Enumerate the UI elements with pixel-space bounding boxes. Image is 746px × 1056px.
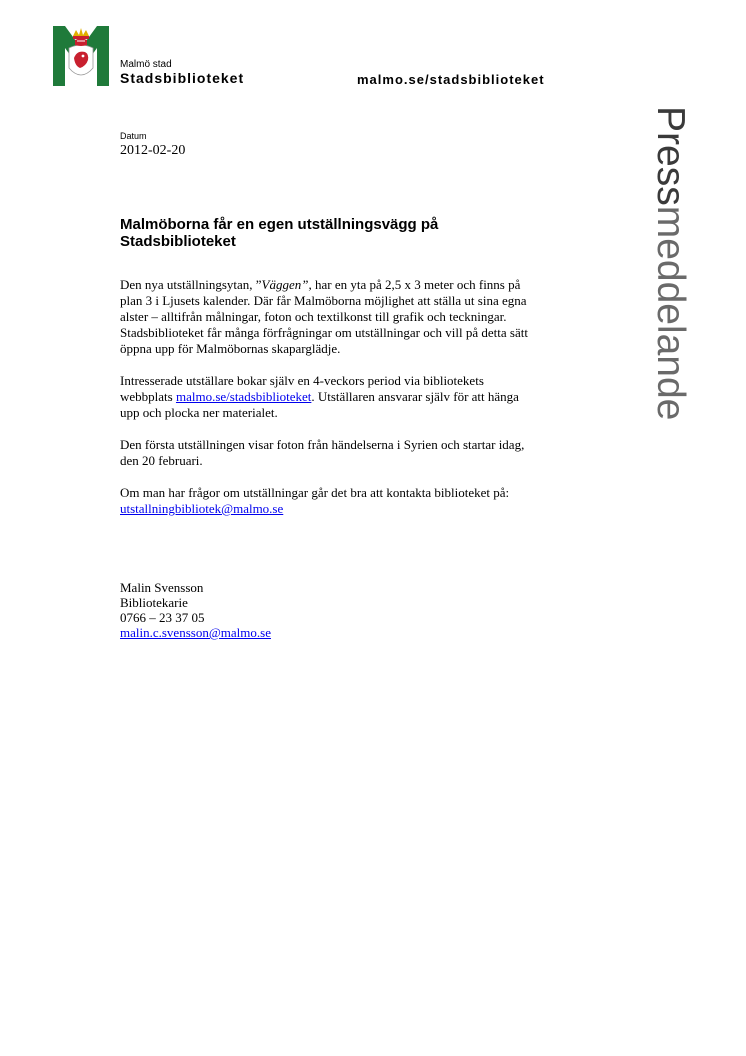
press-release-title: [650, 106, 690, 420]
paragraph-line: alster – alltifrån målningar, foton och textilkonst till grafik och teckningar.: [120, 309, 507, 324]
site-url: malmo.se/stadsbiblioteket: [357, 72, 545, 87]
paragraph-3: [120, 437, 590, 469]
contact-email-link[interactable]: malin.c.svensson@malmo.se: [120, 625, 271, 640]
paragraph-2: [120, 373, 590, 421]
paragraph-line: Om man har frågor om utställningar går det bra att kontakta biblioteket på:: [120, 485, 510, 500]
paragraph-4: [120, 485, 590, 517]
paragraph-line: den 20 februari.: [120, 453, 203, 468]
text-run: Den nya utställningsytan, ”: [120, 277, 262, 292]
text-run: . Utställaren ansvarar själv för att hänga: [311, 389, 519, 404]
headline-line: Stadsbiblioteket: [120, 233, 236, 250]
article-body: [120, 277, 590, 533]
contact-email-row: [120, 625, 271, 640]
text-run: har en yta på 2,5 x 3 meter och finns på: [311, 277, 521, 292]
org-small-name: Malmö stad: [120, 59, 172, 70]
text-run: webbplats: [120, 389, 176, 404]
headline: [120, 216, 540, 250]
press-release-title-part2: meddelande: [649, 205, 692, 421]
date-label: Datum: [120, 131, 147, 141]
contact-name: Malin Svensson: [120, 580, 204, 595]
paragraph-line: Stadsbiblioteket får många förfrågningar om utställningar och vill på detta sätt: [120, 325, 528, 340]
contact-phone: 0766 – 23 37 05: [120, 610, 205, 625]
exhibition-email-link[interactable]: utstallningbibliotek@malmo.se: [120, 501, 284, 516]
paragraph-line: Intresserade utställare bokar själv en 4-veckors period via bibliotekets: [120, 373, 484, 388]
paragraph-line: [120, 389, 590, 405]
paragraph-line: plan 3 i Ljusets kalender. Där får Malmöborna möjlighet att ställa ut sina egna: [120, 293, 527, 308]
paragraph-line: Den första utställningen visar foton från händelserna i Syrien och startar idag,: [120, 437, 525, 452]
paragraph-line: upp och plocka ner materialet.: [120, 405, 278, 420]
date-value: 2012-02-20: [120, 143, 186, 158]
paragraph-1: [120, 277, 590, 357]
malmo-coat-of-arms-icon: [53, 26, 109, 86]
org-name: Stadsbiblioteket: [120, 70, 245, 86]
headline-line: Malmöborna får en egen utställningsvägg på: [120, 216, 439, 233]
contact-title: Bibliotekarie: [120, 595, 188, 610]
paragraph-line: öppna upp för Malmöbornas skaparglädje.: [120, 341, 341, 356]
signature-block: [120, 580, 271, 640]
paragraph-line: [120, 277, 590, 293]
paragraph-line: [120, 501, 590, 517]
exhibition-name: Väggen”,: [261, 277, 312, 292]
library-website-link[interactable]: malmo.se/stadsbiblioteket: [175, 389, 312, 404]
press-release-title-part1: Press: [649, 106, 692, 206]
